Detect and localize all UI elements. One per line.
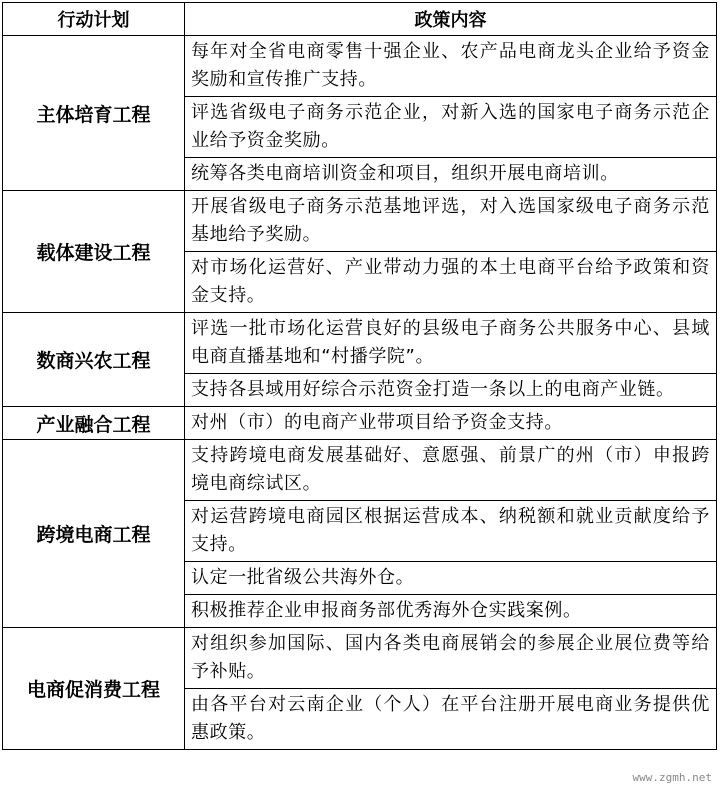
policy-item: 每年对全省电商零售十强企业、农产品电商龙头企业给予资金奖励和宣传推广支持。 <box>185 36 717 97</box>
table-row <box>3 440 717 501</box>
policy-item: 对市场化运营好、产业带动力强的本土电商平台给予政策和资金支持。 <box>185 252 717 313</box>
header-action-plan: 行动计划 <box>3 3 185 36</box>
watermark: www.zgmh.net <box>632 771 712 784</box>
plan-name: 产业融合工程 <box>3 407 185 440</box>
plan-name: 载体建设工程 <box>3 191 185 313</box>
plan-name: 数商兴农工程 <box>3 313 185 407</box>
table-row <box>3 191 717 252</box>
policy-item: 由各平台对云南企业（个人）在平台注册开展电商业务提供优惠政策。 <box>185 689 717 750</box>
policy-item: 开展省级电子商务示范基地评选，对入选国家级电子商务示范基地给予奖励。 <box>185 191 717 252</box>
table-row <box>3 407 717 440</box>
policy-item: 统筹各类电商培训资金和项目，组织开展电商培训。 <box>185 158 717 191</box>
header-row <box>3 3 717 36</box>
policy-item: 评选省级电子商务示范企业，对新入选的国家电子商务示范企业给予资金奖励。 <box>185 97 717 158</box>
policy-item: 认定一批省级公共海外仓。 <box>185 562 717 595</box>
plan-name: 跨境电商工程 <box>3 440 185 628</box>
policy-item: 支持各县域用好综合示范资金打造一条以上的电商产业链。 <box>185 374 717 407</box>
plan-name: 电商促消费工程 <box>3 628 185 750</box>
table-row <box>3 36 717 97</box>
policy-item: 支持跨境电商发展基础好、意愿强、前景广的州（市）申报跨境电商综试区。 <box>185 440 717 501</box>
table-row <box>3 313 717 374</box>
plan-name: 主体培育工程 <box>3 36 185 191</box>
table-row <box>3 628 717 689</box>
policy-table <box>2 2 717 750</box>
policy-item: 对组织参加国际、国内各类电商展销会的参展企业展位费等给予补贴。 <box>185 628 717 689</box>
header-policy-content: 政策内容 <box>185 3 717 36</box>
policy-item: 对运营跨境电商园区根据运营成本、纳税额和就业贡献度给予支持。 <box>185 501 717 562</box>
policy-item: 评选一批市场化运营良好的县级电子商务公共服务中心、县域电商直播基地和“村播学院”。 <box>185 313 717 374</box>
policy-item: 对州（市）的电商产业带项目给予资金支持。 <box>185 407 717 440</box>
policy-item: 积极推荐企业申报商务部优秀海外仓实践案例。 <box>185 595 717 628</box>
